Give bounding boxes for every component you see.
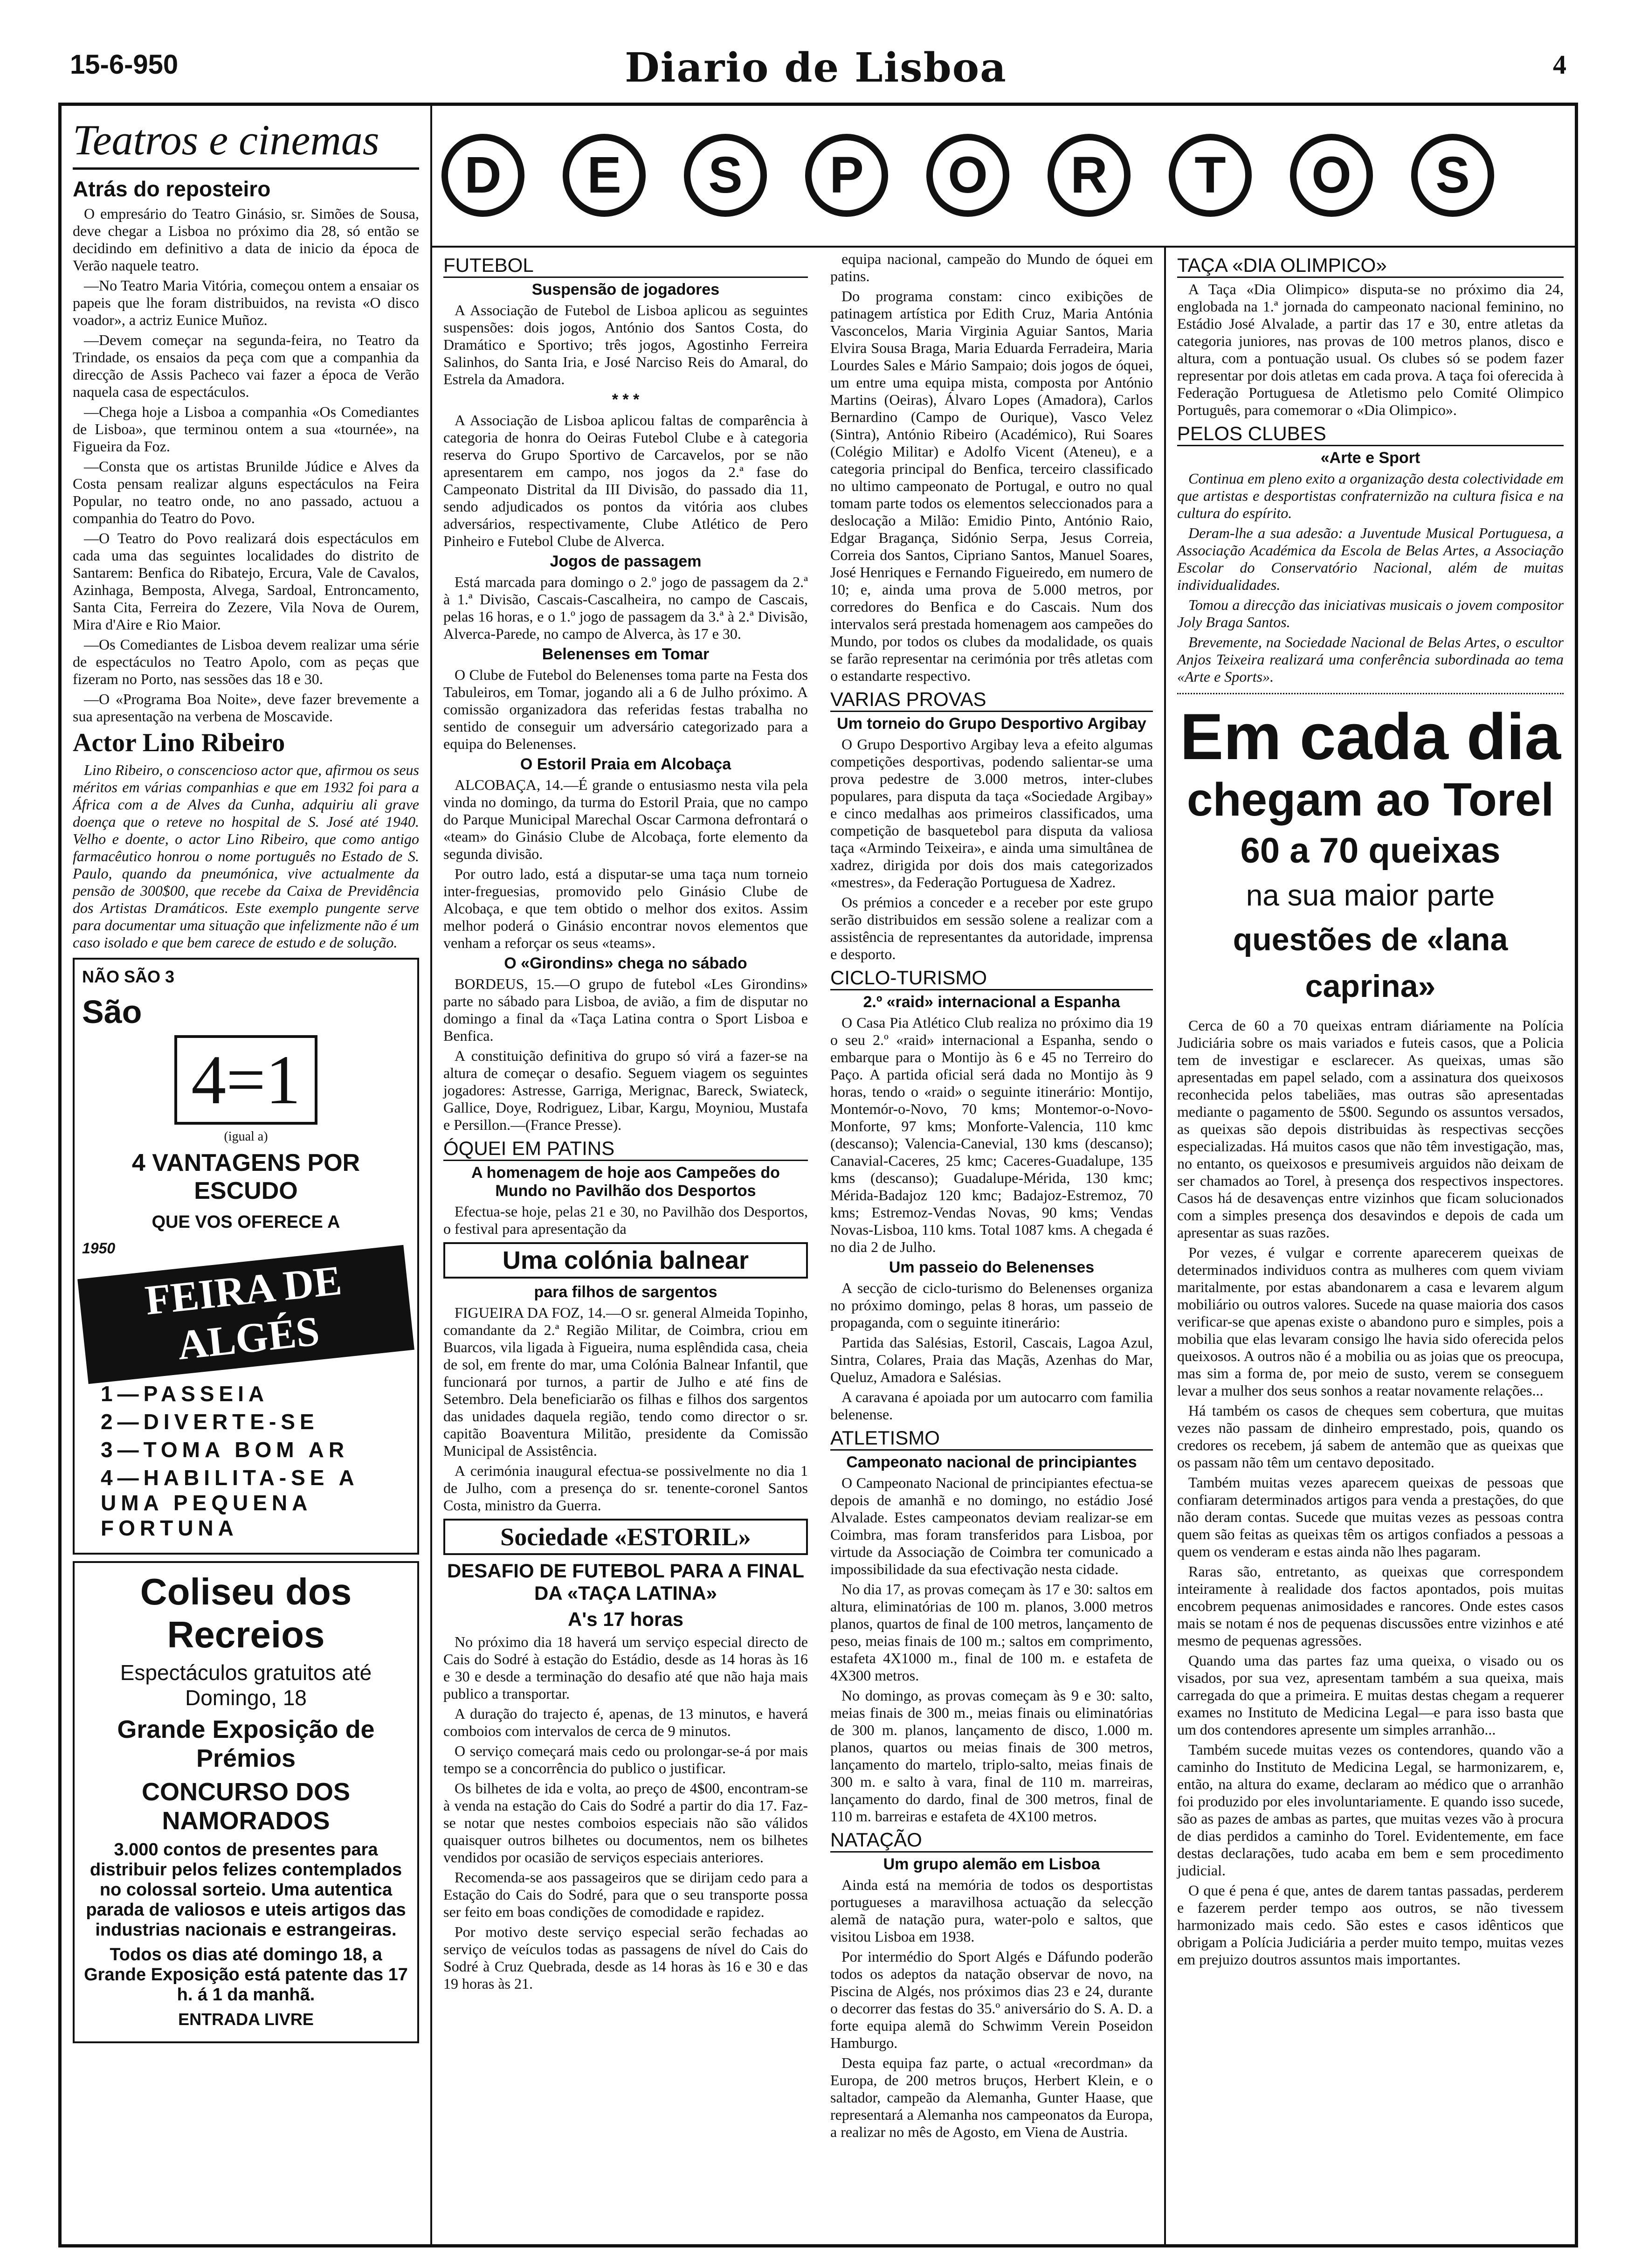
subheading-reposteiro: Atrás do reposteiro [73,177,271,201]
paragraph: O Campeonato Nacional de principiantes efectua-se depois de amanhã e no domingo, no estádio José Alvalade. Estes campeonatos deviam realizar-se em Coimbra, mas foram transferidos para Lisboa, por virtude da Associação de Coimbra ter comunicado a impossibilidade da sua efectivação nesta cidade. [830,1474,1153,1577]
banner-letter: S [684,134,767,217]
paragraph: Os bilhetes de ida e volta, ao preço de 4$00, encontram-se à venda na estação do Cais do Sodré a partir do dia 17. Faz-se notar que nestes comboios especiais não são válidos quaisquer outros bilhetes ou documentos, nem os bilhetes vendidos por ocasião de serviços especiais anteriores. [443,1780,808,1866]
heading: Um passeio do Belenenses [889,1258,1095,1276]
paragraph: —Devem começar na segunda-feira, no Teatro da Trindade, os ensaios da peça com que a companhia da direcção de Assis Pacheco vai fazer a época de Verão naquela casa de espectáculos. [73,332,419,400]
paragraph: Há também os casos de cheques sem cobertura, que muitas vezes não passam de dinheiro emprestado, pois, quando os credores os recebem, já sabem de antemão que as queixas que os passam não têm um centavo depositado. [1177,1402,1564,1471]
paragraph: —O «Programa Boa Noite», deve fazer brevemente a sua apresentação na verbena de Moscavide. [73,691,419,725]
section-hoquei: ÓQUEI EM PATINS [443,1137,808,1161]
section-taca: TAÇA «DIA OLIMPICO» [1177,254,1564,278]
paragraph: Também sucede muitas vezes os contendores, quando vão a caminho do Instituto de Medicina Legal, se harmonizarem, e, então, na altura do exame, declaram ao médico que o arranhão foi produzido por eles involuntariamente. E quando isso sucede, são as pazes de ambas as partes, que muitas vezes vão à procura de dias perdidos a caminho do Torel. Evidentemente, em face destas declarações, tudo acaba em bem e sem procedimento judicial. [1177,1741,1564,1879]
heading-sociedade-estoril: Sociedade «ESTORIL» [443,1519,808,1555]
list-item: 3—TOMA BOM AR [101,1438,349,1462]
paragraph: No próximo dia 18 haverá um serviço especial directo de Cais do Sodré à estação do Estádio, desde as 14 horas às 16 e 30 e desde a terminação do desafio até que não haja mais publico a transportar. [443,1633,808,1702]
banner-letter: P [805,134,888,217]
section-natacao: NATAÇÃO [830,1829,1153,1853]
column-football [432,246,819,2244]
headline-em-cada-dia: Em cada dia [1179,700,1561,773]
ad-sao-text: São [82,994,142,1030]
heading: A's 17 horas [567,1608,684,1630]
separator-stars: * * * [612,391,640,408]
newspaper-title: Diario de Lisboa [625,44,1007,91]
heading: Um torneio do Grupo Desportivo Argibay [837,715,1146,733]
section-atletismo: ATLETISMO [830,1427,1153,1451]
paragraph: —Os Comediantes de Lisboa devem realizar uma série de espectáculos no Teatro Apolo, com as peças que fizeram no Porto, nas sessões das 18 e 30. [73,636,419,687]
paragraph: A cerimónia inaugural efectua-se possivelmente no dia 1 de Julho, com a presença do sr. tenente-coronel Santos Costa, ministro da Guerra. [443,1462,808,1514]
headline-queixas: 60 a 70 queixas [1240,831,1501,871]
headline-lana-caprina: questões de «lana caprina» [1233,922,1508,1004]
paragraph: Por motivo deste serviço especial serão fechadas ao serviço de veículos todas as passagens de nível do Cais do Sodré à Cruz Quebrada, desde as 14 horas às 16 e 30 e das 19 horas às 21. [443,1923,808,1992]
banner-letter: E [563,134,646,217]
headline-torel: chegam ao Torel [1186,774,1554,826]
paragraph-actor: Lino Ribeiro, o conscencioso actor que, afirmou os seus méritos em várias companhias e que em 1932 foi para a África com a de Alves da Cunha, adquiriu ali grave doença que o reteve no hospital de S. José até 1940. Velho e doente, o actor Lino Ribeiro, que como antigo farmacêutico honrou o nome português no Estado de S. Paulo, quando da pneumónica, vive actualmente da pensão de 300$00, que recebe da Caixa de Previdência dos Artistas Dramáticos. Este exemplo pungente serve para documentar uma situação que infelizmente não é um caso isolado e que bem carece de estudo e de solução. [73,761,419,951]
subheading: para filhos de sargentos [534,1283,717,1301]
paragraph: Quando uma das partes faz uma queixa, o visado ou os visados, por sua vez, apresentam também a sua queixa, mais carregada do que a primeira. E muitas destas chegam a requerer exames no Instituto de Medicina Legal—e para isso basta que um dos contendores apresente um simples arranhão... [1177,1652,1564,1738]
paragraph: —Consta que os artistas Brunilde Júdice e Alves da Costa pensam realizar alguns espectáculos na Feira Popular, no teatro onde, no ano passado, actuou a companhia do Teatro do Povo. [73,458,419,526]
paragraph: Está marcada para domingo o 2.º jogo de passagem da 2.ª à 1.ª Divisão, Cascais-Cascalheira, no campo de Cascais, pelas 16 horas, e o 1.º jogo de passagem da 3.ª à 2.ª Divisão, Alverca-Parede, no campo de Alverca, às 17 e 30. [443,574,808,642]
subheading-actor: Actor Lino Ribeiro [73,728,285,757]
ad-coliseu-title: Coliseu dos Recreios [140,1571,352,1655]
section-clubes: PELOS CLUBES [1177,422,1564,446]
ad-offer: QUE VOS OFERECE A [152,1212,340,1232]
heading: 2.º «raid» internacional a Espanha [863,993,1120,1011]
list-item: 4—HABILITA-SE A UMA PEQUENA FORTUNA [101,1466,359,1540]
paragraph: A constituição definitiva do grupo só virá a fazer-se na altura de começar o desafio. Seguem viagem os seguintes jogadores: Astresse, Garriga, Merignac, Bareck, Swiateck, Gallice, Doye, Rodriguez, Libar, Kargu, Moyniou, Mustafa e Persillon.—(France Presse). [443,1047,808,1133]
paragraph: A duração do trajecto é, apenas, de 13 minutos, e haverá comboios com intervalos de cerca de 9 minutos. [443,1705,808,1739]
paragraph: O Clube de Futebol do Belenenses toma parte na Festa dos Tabuleiros, em Tomar, jogando ali a 6 de Julho próximo. A comissão organizadora das referidas festas trabalha no sentido de conseguir um adversário categorizado para a equipa do Belenenses. [443,666,808,752]
headline-maior-parte: na sua maior parte [1246,878,1495,912]
paragraph: —Chega hoje a Lisboa a companhia «Os Comediantes de Lisboa», que terminou ontem a sua «tournée», na Figueira da Foz. [73,403,419,455]
ad-price-note: (igual a) [224,1129,268,1144]
paragraph: A Associação de Lisboa aplicou faltas de comparência à categoria de honra do Oeiras Futebol Clube e à categoria reserva do Grupo Sportivo de Carcavelos, por se não apresentarem em campo, nos jogos da 2.ª fase do Campeonato Distrital da III Divisão, do passado dia 11, sendo adjudicados os pontos da vitória aos clubes adversários, respectivamente, Clube Atlético de Pero Pinheiro e Futebol Clube de Alverca. [443,412,808,549]
section-futebol: FUTEBOL [443,254,808,278]
paragraph: Também muitas vezes aparecem queixas de pessoas que confiaram determinados artigos para venda a prestações, do que não deram contas. Sucede que muitas vezes as pessoas contra quem são feitas as queixas têm os artigos confiados a pessoas a quem os venderam e estas ainda não lhes pagaram. [1177,1474,1564,1560]
ad-list [82,1381,410,1541]
banner-letter: T [1169,134,1252,217]
paragraph: BORDEUS, 15.—O grupo de futebol «Les Girondins» parte no sábado para Lisboa, de avião, a fim de disputar no domingo a final da «Taça Latina contra o Sport Lisboa e Benfica. [443,975,808,1044]
banner-letter: O [1290,134,1373,217]
ad-coliseu-line: Todos os dias até domingo 18, a Grande Exposição está patente das 17 h. á 1 da manhã. [84,1945,408,2005]
paragraph: A secção de ciclo-turismo do Belenenses organiza no próximo domingo, pelas 8 horas, um passeio de propaganda, com o seguinte itinerário: [830,1279,1153,1331]
paragraph: Efectua-se hoje, pelas 21 e 30, no Pavilhão dos Desportos, o festival para apresentação da [443,1203,808,1237]
ad-coliseu-line: Espectáculos gratuitos até Domingo, 18 [120,1660,372,1710]
heading: A homenagem de hoje aos Campeões do Mundo no Pavilhão dos Desportos [471,1164,780,1200]
ad-vantagens: 4 VANTAGENS POR ESCUDO [131,1149,360,1204]
banner-letter: D [441,134,524,217]
heading: O «Girondins» chega no sábado [504,954,747,972]
section-title-theatre: Teatros e cinemas [73,115,419,170]
page-frame [58,103,1578,2247]
section-ciclo: CICLO-TURISMO [830,967,1153,990]
heading: Campeonato nacional de principiantes [846,1453,1137,1471]
paragraph: No dia 17, as provas começam às 17 e 30: saltos em altura, eliminatórias de 100 m. planos, 3.000 metros planos, quartos de final de 100 metros, lançamento de peso, meias finais de 100 m.; saltos em comprimento, estafeta 4X1000 m., final de 100 m. e estafeta de 4X300 metros. [830,1581,1153,1684]
paragraph: Tomou a direcção das iniciativas musicais o jovem compositor Joly Braga Santos. [1177,596,1564,630]
paragraph: Por outro lado, está a disputar-se uma taça num torneio inter-freguesias, promovido pelo Ginásio Clube de Alcobaça, e que tem obtido o melhor dos exitos. Assim melhor poderá o Ginásio encontrar novos elementos que venham a reforçar os seus «teams». [443,865,808,951]
paragraph: Do programa constam: cinco exibições de patinagem artística por Edith Cruz, Maria Antónia Vasconcelos, Maria Virginia Aguiar Santos, Maria Elvira Sousa Braga, Maria Eduarda Ferradeira, Maria Lourdes Sales e Mário Sampaio; dois jogos de óquei, um entre uma equipa mista, composta por António Martins (Oeiras), Álvaro Lopes (Amadora), Carlos Bernardino (Campo de Ourique), Vasco Velez (Sintra), António Ribeiro (Académico), Rui Soares (Colégio Militar) e Adolfo Vicent (Ateneu), e a categoria principal do Benfica, terceiro classificado no ultimo campeonato de Portugal, e outro no qual tomam parte todos os elementos seleccionados para a deslocação a Milão: Emidio Pinto, António Raio, Edgar Bragança, Sidónio Serpa, Jesus Correia, Correia dos Santos, Cipriano Santos, Manuel Soares, José Henriques e Fernando Figueiredo, em numero de 10; e, ainda uma prova de 5.000 metros, por corredores do Benfica e do Cascais. Num dos intervalos será prestada homenagem aos campeões do Mundo, por todos os clubes da modalidade, os quais se farão representar na cerimónia por três atletas com o estandarte respectivo. [830,288,1153,684]
paragraph: O empresário do Teatro Ginásio, sr. Simões de Sousa, deve chegar a Lisboa no próximo dia 28, só então se decidindo em definitivo a data de inicio da época de Verão naquele teatro. [73,205,419,274]
heading: Suspensão de jogadores [531,281,720,298]
list-item: 2—DIVERTE-SE [101,1410,319,1434]
page-number: 4 [1553,49,1566,80]
divider [1177,693,1564,694]
desportos-banner [432,106,1575,248]
paragraph: Brevemente, na Sociedade Nacional de Belas Artes, o escultor Anjos Teixeira realizará uma conferência subordinada ao tema «Arte e Sports». [1177,634,1564,685]
ad-feira-logo: FEIRA DE ALGÉS [77,1245,414,1384]
ad-top-text: NÃO SÃO 3 [82,967,175,986]
ad-coliseu [73,1561,419,2043]
paragraph: O serviço começará mais cedo ou prolongar-se-á por mais tempo se a concorrência do publico o justificar. [443,1742,808,1777]
paragraph: Recomenda-se aos passageiros que se dirijam cedo para a Estação do Cais do Sodré, para que o seu transporte possa ser feito em boas condições de comodidade e rapidez. [443,1869,808,1920]
paragraph: —O Teatro do Povo realizará dois espectáculos em cada uma das seguintes localidades do distrito de Santarem: Benfica do Ribatejo, Ercura, Vale de Cavalos, Azinhaga, Bemposta, Alvega, Sardoal, Entroncamento, Santa Cita, Ferreira do Zezere, Vila Nova de Ourem, Mira d'Aire e Rio Maior. [73,530,419,633]
ad-feira-alges [73,958,419,1555]
paragraph: A caravana é apoiada por um autocarro com familia belenense. [830,1389,1153,1423]
heading: «Arte e Sport [1320,449,1420,467]
banner-letter: R [1048,134,1131,217]
ad-price-equation: 4=1 [174,1035,317,1125]
paragraph: Cerca de 60 a 70 queixas entram diáriamente na Polícia Judiciária sobre os mais variados e futeis casos, que a Policia tem de investigar e esclarecer. As queixas, umas são apresentadas em papel selado, com a assinatura dos queixosos reconhecida pelos tabeliães, mas outras são apresentadas mediante o pagamento de 5$00. Segundo os assuntos versados, as queixas são depois distribuidas às respectivas secções especializadas. Há muitos casos que não têm investigação, mas, no entanto, os queixosos e presumiveis arguidos não deixam de ser chamados ao Torel, à presença dos respectivos inspectores. Casos há de desavenças entre vizinhos que ficam solucionados com a simples presença dos desavindos e depois de cada um apresentar as suas razões. [1177,1017,1564,1241]
ad-coliseu-line: Grande Exposição de Prémios [117,1715,375,1772]
paragraph: Deram-lhe a sua adesão: a Juventude Musical Portuguesa, a Associação Académica da Escola de Belas Artes, a Associação Escolar do Conservatório Nacional, além de muitas individualidades. [1177,525,1564,593]
banner-letter: O [926,134,1009,217]
ad-coliseu-line: ENTRADA LIVRE [178,2010,314,2029]
paragraph: O Casa Pia Atlético Club realiza no próximo dia 19 o seu 2.º «raid» internacional a Espanha, sendo o embarque para o Montijo às 6 e 45 no Terreiro do Paço. A partida oficial será dada no Montijo às 9 horas, tendo o «raid» o seguinte itinerário: Montijo, Montemór-o-Novo, 70 kms; Montemor-o-Novo-Monforte, 97 kms; Monforte-Valencia, 110 kmc (descanso); Valencia-Canevial, 130 kms (descanso); Canavial-Caceres, 25 kmc; Caceres-Guadalupe, 135 kms (descanso); Guadalupe-Mérida, 130 kmc; Mérida-Badajoz 120 kmc; Badajoz-Estremoz, 70 kms; Estremoz-Vendas Novas, 90 kms; Vendas Novas-Lisboa, 110 kms. Total 1087 kms. A chegada é no dia 2 de Julho. [830,1014,1153,1255]
paragraph: FIGUEIRA DA FOZ, 14.—O sr. general Almeida Topinho, comandante da 2.ª Região Militar, de Coimbra, criou em Buarcos, vila ligada à Figueira, numa esplêndida casa, cheia de sol, em frente do mar, uma Colónia Balnear Infantil, que funcionará por turnos, a partir de Julho e até fins de Setembro. Dela beneficiarão os filhas e filhos dos sargentos das unidades daquela região, tendo como director o sr. capitão Boaventura Militão, presidente da Comissão Municipal de Assistência. [443,1304,808,1459]
heading: DESAFIO DE FUTEBOL PARA A FINAL DA «TAÇA LATINA» [447,1560,805,1604]
ad-coliseu-line: CONCURSO DOS NAMORADOS [141,1778,351,1835]
heading: Belenenses em Tomar [542,645,710,663]
paragraph: A Taça «Dia Olimpico» disputa-se no próximo dia 24, englobada na 1.ª jornada do campeonato nacional feminino, no Estádio José Alvalade, a partir das 17 e 30, entre atletas da categoria juniores, nas provas de 100 metros planos, disco e altura, com a pontuação usual. Os clubes só se podem fazer representar por dois atletas em cada prova. A taça foi oferecida à Federação Portuguesa de Atletismo pelo Comité Olimpico Português, para comemorar o «Dia Olimpico». [1177,281,1564,418]
paragraph: No domingo, as provas começam às 9 e 30: salto, meias finais de 300 m., meias finais ou eliminatórias de 300 m. planos, lançamento de disco, 1.000 m. planos, quartos ou meias finais de 300 metros, lançamento do martelo, triplo-salto, meias finais de 300 m. e salto à vara, final de 110 m. marreiras, lançamento do dardo, final de 300 metros, final de 110 m. barreiras e estafeta de 4X100 metros. [830,1687,1153,1825]
paragraph: O que é pena é que, antes de darem tantas passadas, perderem e fazerem perder tempo aos outros, se não tivessem harmonizado mais cedo. São estes e casos idênticos que obrigam a Polícia Judiciária a perder muito tempo, muitas vezes em prejuizo doutros assuntos mais importantes. [1177,1882,1564,1968]
paragraph: Por vezes, é vulgar e corrente aparecerem queixas de determinados individuos contra as mulheres com quem viviam maritalmente, por estas abandonarem a casa e levarem algum mobiliário ou outros valores. Sucede na quase maioria dos casos verificar-se que apenas existe o abandono puro e simples, pois a mobilia que elas levaram consigo lhe havia sido oferecida pelos queixosos. A outros não é a mobilia ou as joias que os preocupa, mas sim a forma de, por meio de susto, verem se conseguem levar a mulher dos seus sonhos a reatar novamente relações... [1177,1244,1564,1399]
issue-date: 15-6-950 [70,49,179,80]
heading: Um grupo alemão em Lisboa [883,1855,1100,1873]
paragraph: Continua em pleno exito a organização desta colectividade em que artistas e desportistas confraternizão na cultura fisica e na cultura do espírito. [1177,470,1564,521]
heading: O Estoril Praia em Alcobaça [520,755,731,773]
paragraph: A Associação de Futebol de Lisboa aplicou as seguintes suspensões: dois jogos, António dos Santos Costa, do Dramático e Sportivo; três jogos, Agostinho Ferreira Salinhos, do Santa Iria, e José Narciso Reis do Amaral, do Estrela da Amadora. [443,302,808,387]
paragraph: Raras são, entretanto, as queixas que correspondem inteiramente à realidade dos factos apontados, pois muitas encobrem pequenas animosidades e rancores. Onde estes casos mais se notam é nos de pequenas discussões entre vizinhos e até mesmo de pequenas agressões. [1177,1563,1564,1649]
ad-coliseu-line: 3.000 contos de presentes para distribuir pelos felizes contemplados no colossal sorteio. Uma autentica parada de valiosos e uteis artigos das industrias nacionais e estrangeiras. [86,1840,406,1940]
ad-year: 1950 [82,1240,116,1257]
list-item: 1—PASSEIA [101,1382,269,1406]
paragraph: Ainda está na memória de todos os desportistas portugueses a maravilhosa actuação da selecção alemã de natação pura, water-polo e saltos, que visitou Lisboa em 1938. [830,1876,1153,1945]
paragraph: Por intermédio do Sport Algés e Dáfundo poderão todos os adeptos da natação observar de novo, na Piscina de Algés, nos próximos dias 23 e 24, durante o decorrer das festas do 35.º aniversário do S. A. D. a forte equipa alemã do Schwimm Verein Poseidon Hamburgo. [830,1948,1153,2051]
banner-letter: S [1411,134,1494,217]
paragraph: Os prémios a conceder e a receber por este grupo serão distribuidos em sessão solene a realizar com a assistência de representantes da autoridade, imprensa e desporto. [830,894,1153,962]
paragraph: equipa nacional, campeão do Mundo de óquei em patins. [830,250,1153,284]
paragraph: Partida das Salésias, Estoril, Cascais, Lagoa Azul, Sintra, Colares, Praia das Maçãs, Azenhas do Mar, Queluz, Amadora e Salésias. [830,1334,1153,1385]
paragraph: —No Teatro Maria Vitória, começou ontem a ensaiar os papeis que lhe foram distribuidos, na revista «O disco voador», a actriz Eunice Muñoz. [73,277,419,328]
column-torel [1164,246,1575,2244]
heading: Jogos de passagem [550,553,702,570]
section-varias: VARIAS PROVAS [830,688,1153,712]
heading-colonia: Uma colónia balnear [443,1242,808,1279]
column-sports [819,246,1164,2244]
newspaper-header [70,44,1576,96]
paragraph: Desta equipa faz parte, o actual «recordman» da Europa, de 200 metros bruços, Herbert Klein, e o saltador, campeão da Alemanha, Gunter Haase, que representará a Alemanha nos campeonatos da Europa, a realizar no mês de Agosto, em Viena de Austria. [830,2054,1153,2140]
paragraph: ALCOBAÇA, 14.—É grande o entusiasmo nesta vila pela vinda no domingo, da turma do Estoril Praia, que no campo do Parque Municipal Marechal Oscar Carmona defrontará o «team» do Ginásio Clube de Alcobaça, forte elemento da segunda divisão. [443,776,808,862]
column-theatre [62,106,432,2244]
paragraph: O Grupo Desportivo Argibay leva a efeito algumas competições desportivas, podendo salientar-se uma prova pedestre de 3.000 metros, inter-clubes populares, para disputa da taça «Sociedade Argibay» e cinco medalhas aos primeiros classificados, uma competição de basquetebol para disputa da valiosa taça «Armindo Teixeira», e ainda uma simultânea de xadrez, dirigida por dois dos mais categorizados «mestres», da Federação Portuguesa de Xadrez. [830,736,1153,891]
